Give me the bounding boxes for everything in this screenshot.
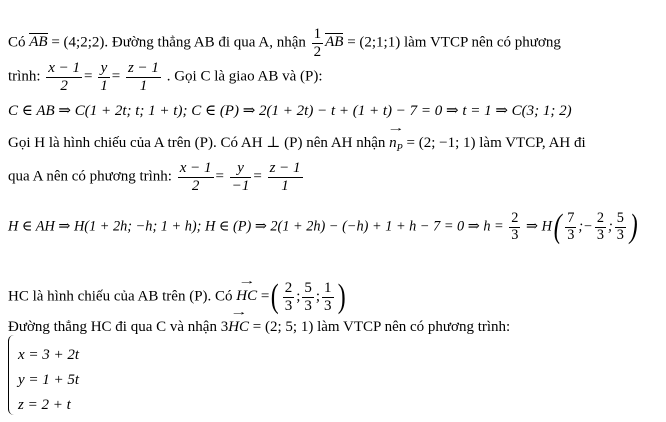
text: = (4;2;2). Đường thẳng AB đi qua A, nhận — [51, 34, 306, 51]
paren-left: ( — [553, 208, 562, 245]
fraction: $\frac{y}{1}$ — [100, 60, 108, 94]
text: qua A nên có phương trình: — [8, 168, 172, 185]
text: = (2; −1; 1) làm VTCP, AH đi — [406, 135, 586, 151]
line-3: C ∈ AB ⇒ C(1 + 2t; t; 1 + t); C ∈ (P) ⇒ 2(1 + 2t) − t + (1 + t) − 7 = 0 ⇒ t = 1 ⇒ C(3; 1; 2) — [8, 103, 572, 119]
line-4 — [8, 136, 586, 154]
text: . Gọi C là giao AB và (P): — [166, 68, 323, 85]
fraction: $\frac{7}{3}$ — [567, 209, 575, 243]
line-1 — [8, 26, 561, 60]
fraction: $\frac{2}{3}$ — [284, 280, 293, 314]
fraction: $\frac{1}{3}$ — [324, 280, 332, 314]
text: Đường thẳng HC đi qua C và nhận 3 — [8, 319, 229, 335]
line-8 — [8, 320, 510, 335]
vector-ab: AB — [325, 34, 344, 51]
fraction: $\frac{z - 1}{1}$ — [127, 60, 159, 94]
fraction: $\frac{2}{3}$ — [596, 209, 604, 243]
text: Gọi H là hình chiếu của A trên (P). Có AH ⊥ (P) nên AH nhận — [8, 135, 386, 151]
equation-y: y = 1 + 5t — [18, 372, 80, 388]
fraction: $\frac{5}{3}$ — [616, 209, 624, 243]
fraction: $\frac{2}{3}$ — [511, 209, 519, 243]
line-2: trình: $\frac{x - 1}{2}$ = $\frac{y}{1}$ = $\frac{z - 1}{1}$ . Gọi C là giao AB và (P): — [8, 60, 323, 94]
text: HC là hình chiếu của AB trên (P). Có — [8, 288, 233, 305]
paren-right: ) — [337, 278, 346, 315]
fraction: $\frac{y}{-1}$ — [231, 160, 250, 194]
fraction: $\frac{z - 1}{1}$ — [269, 160, 301, 194]
paren-left: ( — [271, 278, 279, 315]
text: ⇒ H — [526, 218, 552, 235]
equation-z: z = 2 + t — [18, 397, 71, 413]
text: = — [260, 288, 270, 305]
vector-hc: → HC — [236, 289, 257, 304]
text: Có — [8, 34, 26, 51]
normal-vector: → $n_P$ — [389, 136, 403, 154]
line-7: HC là hình chiếu của AB trên (P). Có → HC =( $\frac{2}{3}$ ; $\frac{5}{3}$ ; $\frac{1}{3}$ ) — [8, 280, 347, 314]
line-6: H ∈ AH ⇒ H(1 + 2h; −h; 1 + h); H ∈ (P) ⇒ 2(1 + 2h) − (−h) + 1 + h − 7 = 0 ⇒ h = $\frac{2}{3}$ ⇒ H( $\frac{7}{3}$ ;− $\frac{2}{3}$ ; $\frac{5}{3}$ ) — [8, 208, 638, 245]
text: trình: — [8, 68, 41, 85]
paren-right: ) — [629, 208, 638, 245]
text: = (2;1;1) làm VTCP nên có phương — [347, 34, 561, 51]
line-5: qua A nên có phương trình: $\frac{x - 1}{2}$ = $\frac{y}{-1}$ = $\frac{z - 1}{1}$ — [8, 160, 301, 194]
fraction: $\frac{x - 1}{2}$ — [48, 60, 81, 94]
system-brace — [8, 335, 17, 415]
vector-hc: → HC — [228, 320, 249, 335]
vector-ab: AB — [29, 34, 48, 51]
fraction-half: $\frac{1}{2}$ — [313, 26, 322, 60]
equation-x: x = 3 + 2t — [18, 347, 80, 363]
text: = (2; 5; 1) làm VTCP nên có phương trình: — [252, 319, 511, 335]
fraction: $\frac{x - 1}{2}$ — [179, 160, 212, 194]
fraction: $\frac{5}{3}$ — [304, 280, 312, 314]
text: H ∈ AH ⇒ H(1 + 2h; −h; 1 + h); H ∈ (P) ⇒ 2(1 + 2h) − (−h) + 1 + h − 7 = 0 ⇒ h = — [8, 218, 504, 235]
